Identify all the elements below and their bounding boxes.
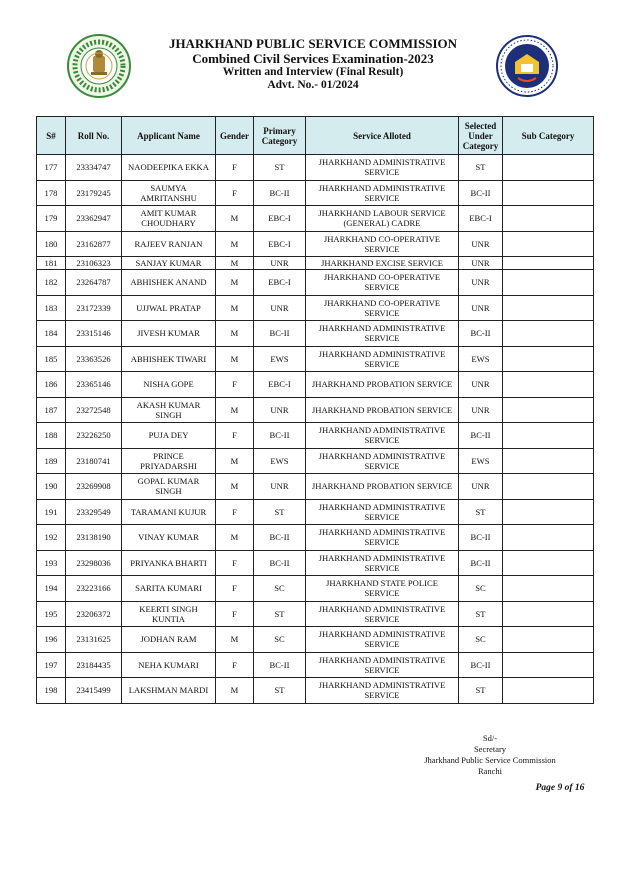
- gender: F: [216, 652, 254, 678]
- serial-number: 192: [37, 525, 66, 551]
- sub-category: [503, 576, 594, 602]
- roll-number: 23226250: [66, 423, 122, 449]
- selected-category: UNR: [459, 231, 503, 257]
- selected-category: ST: [459, 155, 503, 181]
- service-alloted: JHARKHAND ADMINISTRATIVE SERVICE: [306, 321, 459, 347]
- applicant-name: SANJAY KUMAR: [122, 257, 216, 270]
- sub-category: [503, 423, 594, 449]
- gender: M: [216, 257, 254, 270]
- primary-category: BC-II: [254, 550, 306, 576]
- applicant-name: VINAY KUMAR: [122, 525, 216, 551]
- applicant-name: ABHISHEK TIWARI: [122, 346, 216, 372]
- service-alloted: JHARKHAND ADMINISTRATIVE SERVICE: [306, 448, 459, 474]
- applicant-name: PUJA DEY: [122, 423, 216, 449]
- service-alloted: JHARKHAND ADMINISTRATIVE SERVICE: [306, 550, 459, 576]
- applicant-name: NEHA KUMARI: [122, 652, 216, 678]
- selected-category: BC-II: [459, 180, 503, 206]
- commission-title: JHARKHAND PUBLIC SERVICE COMMISSION: [168, 36, 458, 51]
- primary-category: UNR: [254, 257, 306, 270]
- sub-category: [503, 321, 594, 347]
- serial-number: 197: [37, 652, 66, 678]
- applicant-name: PRINCE PRIYADARSHI: [122, 448, 216, 474]
- sub-category: [503, 550, 594, 576]
- sub-category: [503, 678, 594, 704]
- table-row: [37, 346, 594, 372]
- service-alloted: JHARKHAND STATE POLICE SERVICE: [306, 576, 459, 602]
- column-header: Applicant Name: [122, 117, 216, 155]
- gender: F: [216, 372, 254, 398]
- signatory-designation: Secretary: [473, 744, 507, 754]
- service-alloted: JHARKHAND ADMINISTRATIVE SERVICE: [306, 678, 459, 704]
- primary-category: UNR: [254, 474, 306, 500]
- service-alloted: JHARKHAND ADMINISTRATIVE SERVICE: [306, 652, 459, 678]
- applicant-name: SAUMYA AMRITANSHU: [122, 180, 216, 206]
- result-table: [36, 116, 594, 704]
- table-row: [37, 295, 594, 321]
- roll-number: 23415499: [66, 678, 122, 704]
- roll-number: 23223166: [66, 576, 122, 602]
- serial-number: 180: [37, 231, 66, 257]
- exam-title: Combined Civil Services Examination-2023: [192, 51, 434, 66]
- service-alloted: JHARKHAND CO-OPERATIVE SERVICE: [306, 270, 459, 296]
- applicant-name: AMIT KUMAR CHOUDHARY: [122, 206, 216, 232]
- service-alloted: JHARKHAND PROBATION SERVICE: [306, 474, 459, 500]
- roll-number: 23315146: [66, 321, 122, 347]
- sub-category: [503, 257, 594, 270]
- service-alloted: JHARKHAND ADMINISTRATIVE SERVICE: [306, 155, 459, 181]
- serial-number: 196: [37, 627, 66, 653]
- gender: M: [216, 627, 254, 653]
- selected-category: BC-II: [459, 550, 503, 576]
- roll-number: 23179245: [66, 180, 122, 206]
- sub-category: [503, 448, 594, 474]
- gender: F: [216, 155, 254, 181]
- primary-category: SC: [254, 627, 306, 653]
- table-row: [37, 601, 594, 627]
- selected-category: BC-II: [459, 423, 503, 449]
- roll-number: 23363526: [66, 346, 122, 372]
- gender: M: [216, 397, 254, 423]
- column-header: Selected Under Category: [459, 117, 503, 155]
- roll-number: 23180741: [66, 448, 122, 474]
- gender: F: [216, 550, 254, 576]
- roll-number: 23334747: [66, 155, 122, 181]
- roll-number: 23172339: [66, 295, 122, 321]
- primary-category: ST: [254, 601, 306, 627]
- table-row: [37, 652, 594, 678]
- primary-category: BC-II: [254, 180, 306, 206]
- primary-category: ST: [254, 678, 306, 704]
- primary-category: EWS: [254, 448, 306, 474]
- primary-category: ST: [254, 499, 306, 525]
- serial-number: 182: [37, 270, 66, 296]
- table-row: [37, 206, 594, 232]
- selected-category: EBC-I: [459, 206, 503, 232]
- table-row: [37, 270, 594, 296]
- serial-number: 177: [37, 155, 66, 181]
- applicant-name: NAODEEPIKA EKKA: [122, 155, 216, 181]
- gender: M: [216, 295, 254, 321]
- roll-number: 23365146: [66, 372, 122, 398]
- service-alloted: JHARKHAND ADMINISTRATIVE SERVICE: [306, 423, 459, 449]
- column-header: Service Alloted: [306, 117, 459, 155]
- selected-category: UNR: [459, 474, 503, 500]
- table-row: [37, 257, 594, 270]
- column-header: Primary Category: [254, 117, 306, 155]
- gender: M: [216, 448, 254, 474]
- serial-number: 181: [37, 257, 66, 270]
- table-row: [37, 525, 594, 551]
- service-alloted: JHARKHAND ADMINISTRATIVE SERVICE: [306, 627, 459, 653]
- table-row: [37, 576, 594, 602]
- sub-category: [503, 155, 594, 181]
- selected-category: BC-II: [459, 525, 503, 551]
- roll-number: 23329549: [66, 499, 122, 525]
- sub-category: [503, 180, 594, 206]
- sub-category: [503, 474, 594, 500]
- service-alloted: JHARKHAND ADMINISTRATIVE SERVICE: [306, 601, 459, 627]
- gender: F: [216, 180, 254, 206]
- applicant-name: PRIYANKA BHARTI: [122, 550, 216, 576]
- service-alloted: JHARKHAND ADMINISTRATIVE SERVICE: [306, 525, 459, 551]
- primary-category: EBC-I: [254, 372, 306, 398]
- roll-number: 23206372: [66, 601, 122, 627]
- sub-category: [503, 525, 594, 551]
- primary-category: UNR: [254, 397, 306, 423]
- column-header: Roll No.: [66, 117, 122, 155]
- gender: M: [216, 525, 254, 551]
- serial-number: 190: [37, 474, 66, 500]
- advertisement-number: Advt. No.- 01/2024: [267, 79, 359, 91]
- selected-category: UNR: [459, 295, 503, 321]
- selected-category: UNR: [459, 257, 503, 270]
- sub-category: [503, 295, 594, 321]
- table-row: [37, 448, 594, 474]
- signatory-organization: Jharkhand Public Service Commission: [424, 755, 556, 765]
- primary-category: UNR: [254, 295, 306, 321]
- service-alloted: JHARKHAND PROBATION SERVICE: [306, 372, 459, 398]
- table-header-row: [37, 117, 594, 155]
- selected-category: ST: [459, 678, 503, 704]
- table-row: [37, 627, 594, 653]
- serial-number: 189: [37, 448, 66, 474]
- serial-number: 178: [37, 180, 66, 206]
- applicant-name: GOPAL KUMAR SINGH: [122, 474, 216, 500]
- table-row: [37, 231, 594, 257]
- gender: M: [216, 678, 254, 704]
- applicant-name: NISHA GOPE: [122, 372, 216, 398]
- primary-category: BC-II: [254, 652, 306, 678]
- table-row: [37, 550, 594, 576]
- jharkhand-state-emblem-icon: [67, 34, 131, 98]
- sub-category: [503, 652, 594, 678]
- applicant-name: KEERTI SINGH KUNTIA: [122, 601, 216, 627]
- sub-category: [503, 372, 594, 398]
- applicant-name: SARITA KUMARI: [122, 576, 216, 602]
- serial-number: 194: [37, 576, 66, 602]
- selected-category: EWS: [459, 448, 503, 474]
- column-header: S#: [37, 117, 66, 155]
- selected-category: SC: [459, 627, 503, 653]
- roll-number: 23362947: [66, 206, 122, 232]
- selected-category: SC: [459, 576, 503, 602]
- gender: M: [216, 474, 254, 500]
- serial-number: 183: [37, 295, 66, 321]
- service-alloted: JHARKHAND ADMINISTRATIVE SERVICE: [306, 180, 459, 206]
- gender: M: [216, 321, 254, 347]
- sub-category: [503, 499, 594, 525]
- serial-number: 187: [37, 397, 66, 423]
- primary-category: BC-II: [254, 321, 306, 347]
- serial-number: 185: [37, 346, 66, 372]
- gender: F: [216, 576, 254, 602]
- sub-category: [503, 601, 594, 627]
- roll-number: 23138190: [66, 525, 122, 551]
- table-row: [37, 155, 594, 181]
- roll-number: 23184435: [66, 652, 122, 678]
- primary-category: BC-II: [254, 423, 306, 449]
- serial-number: 193: [37, 550, 66, 576]
- sub-category: [503, 231, 594, 257]
- gender: F: [216, 499, 254, 525]
- table-row: [37, 397, 594, 423]
- table-row: [37, 180, 594, 206]
- applicant-name: ABHISHEK ANAND: [122, 270, 216, 296]
- roll-number: 23131625: [66, 627, 122, 653]
- sub-category: [503, 270, 594, 296]
- table-row: [37, 678, 594, 704]
- signature-block: [400, 733, 580, 777]
- applicant-name: JIVESH KUMAR: [122, 321, 216, 347]
- column-header: Gender: [216, 117, 254, 155]
- gender: M: [216, 231, 254, 257]
- service-alloted: JHARKHAND CO-OPERATIVE SERVICE: [306, 295, 459, 321]
- sub-category: [503, 346, 594, 372]
- sub-category: [503, 397, 594, 423]
- selected-category: UNR: [459, 372, 503, 398]
- service-alloted: JHARKHAND ADMINISTRATIVE SERVICE: [306, 499, 459, 525]
- table-row: [37, 372, 594, 398]
- serial-number: 186: [37, 372, 66, 398]
- applicant-name: UJJWAL PRATAP: [122, 295, 216, 321]
- selected-category: ST: [459, 499, 503, 525]
- primary-category: EBC-I: [254, 270, 306, 296]
- table-row: [37, 474, 594, 500]
- applicant-name: TARAMANI KUJUR: [122, 499, 216, 525]
- gender: M: [216, 346, 254, 372]
- selected-category: BC-II: [459, 652, 503, 678]
- applicant-name: LAKSHMAN MARDI: [122, 678, 216, 704]
- serial-number: 195: [37, 601, 66, 627]
- primary-category: BC-II: [254, 525, 306, 551]
- service-alloted: JHARKHAND PROBATION SERVICE: [306, 397, 459, 423]
- selected-category: UNR: [459, 270, 503, 296]
- serial-number: 198: [37, 678, 66, 704]
- roll-number: 23298036: [66, 550, 122, 576]
- serial-number: 191: [37, 499, 66, 525]
- jpsc-logo-icon: [496, 34, 558, 98]
- gender: F: [216, 423, 254, 449]
- primary-category: SC: [254, 576, 306, 602]
- table-row: [37, 499, 594, 525]
- selected-category: ST: [459, 601, 503, 627]
- table-row: [37, 321, 594, 347]
- signed-mark: Sd/-: [482, 733, 498, 743]
- primary-category: EBC-I: [254, 206, 306, 232]
- page-number: Page 9 of 16: [535, 783, 585, 793]
- serial-number: 188: [37, 423, 66, 449]
- gender: M: [216, 206, 254, 232]
- serial-number: 179: [37, 206, 66, 232]
- applicant-name: RAJEEV RANJAN: [122, 231, 216, 257]
- service-alloted: JHARKHAND EXCISE SERVICE: [306, 257, 459, 270]
- roll-number: 23272548: [66, 397, 122, 423]
- column-header: Sub Category: [503, 117, 594, 155]
- service-alloted: JHARKHAND LABOUR SERVICE (GENERAL) CADRE: [306, 206, 459, 232]
- primary-category: ST: [254, 155, 306, 181]
- sub-category: [503, 206, 594, 232]
- applicant-name: AKASH KUMAR SINGH: [122, 397, 216, 423]
- document-header: [140, 36, 486, 92]
- applicant-name: JODHAN RAM: [122, 627, 216, 653]
- gender: F: [216, 601, 254, 627]
- selected-category: BC-II: [459, 321, 503, 347]
- service-alloted: JHARKHAND ADMINISTRATIVE SERVICE: [306, 346, 459, 372]
- sub-category: [503, 627, 594, 653]
- table-row: [37, 423, 594, 449]
- service-alloted: JHARKHAND CO-OPERATIVE SERVICE: [306, 231, 459, 257]
- primary-category: EWS: [254, 346, 306, 372]
- signatory-place: Ranchi: [477, 766, 503, 776]
- primary-category: EBC-I: [254, 231, 306, 257]
- selected-category: EWS: [459, 346, 503, 372]
- selected-category: UNR: [459, 397, 503, 423]
- serial-number: 184: [37, 321, 66, 347]
- roll-number: 23269908: [66, 474, 122, 500]
- roll-number: 23264787: [66, 270, 122, 296]
- roll-number: 23106323: [66, 257, 122, 270]
- gender: M: [216, 270, 254, 296]
- result-type: Written and Interview (Final Result): [222, 66, 404, 78]
- roll-number: 23162877: [66, 231, 122, 257]
